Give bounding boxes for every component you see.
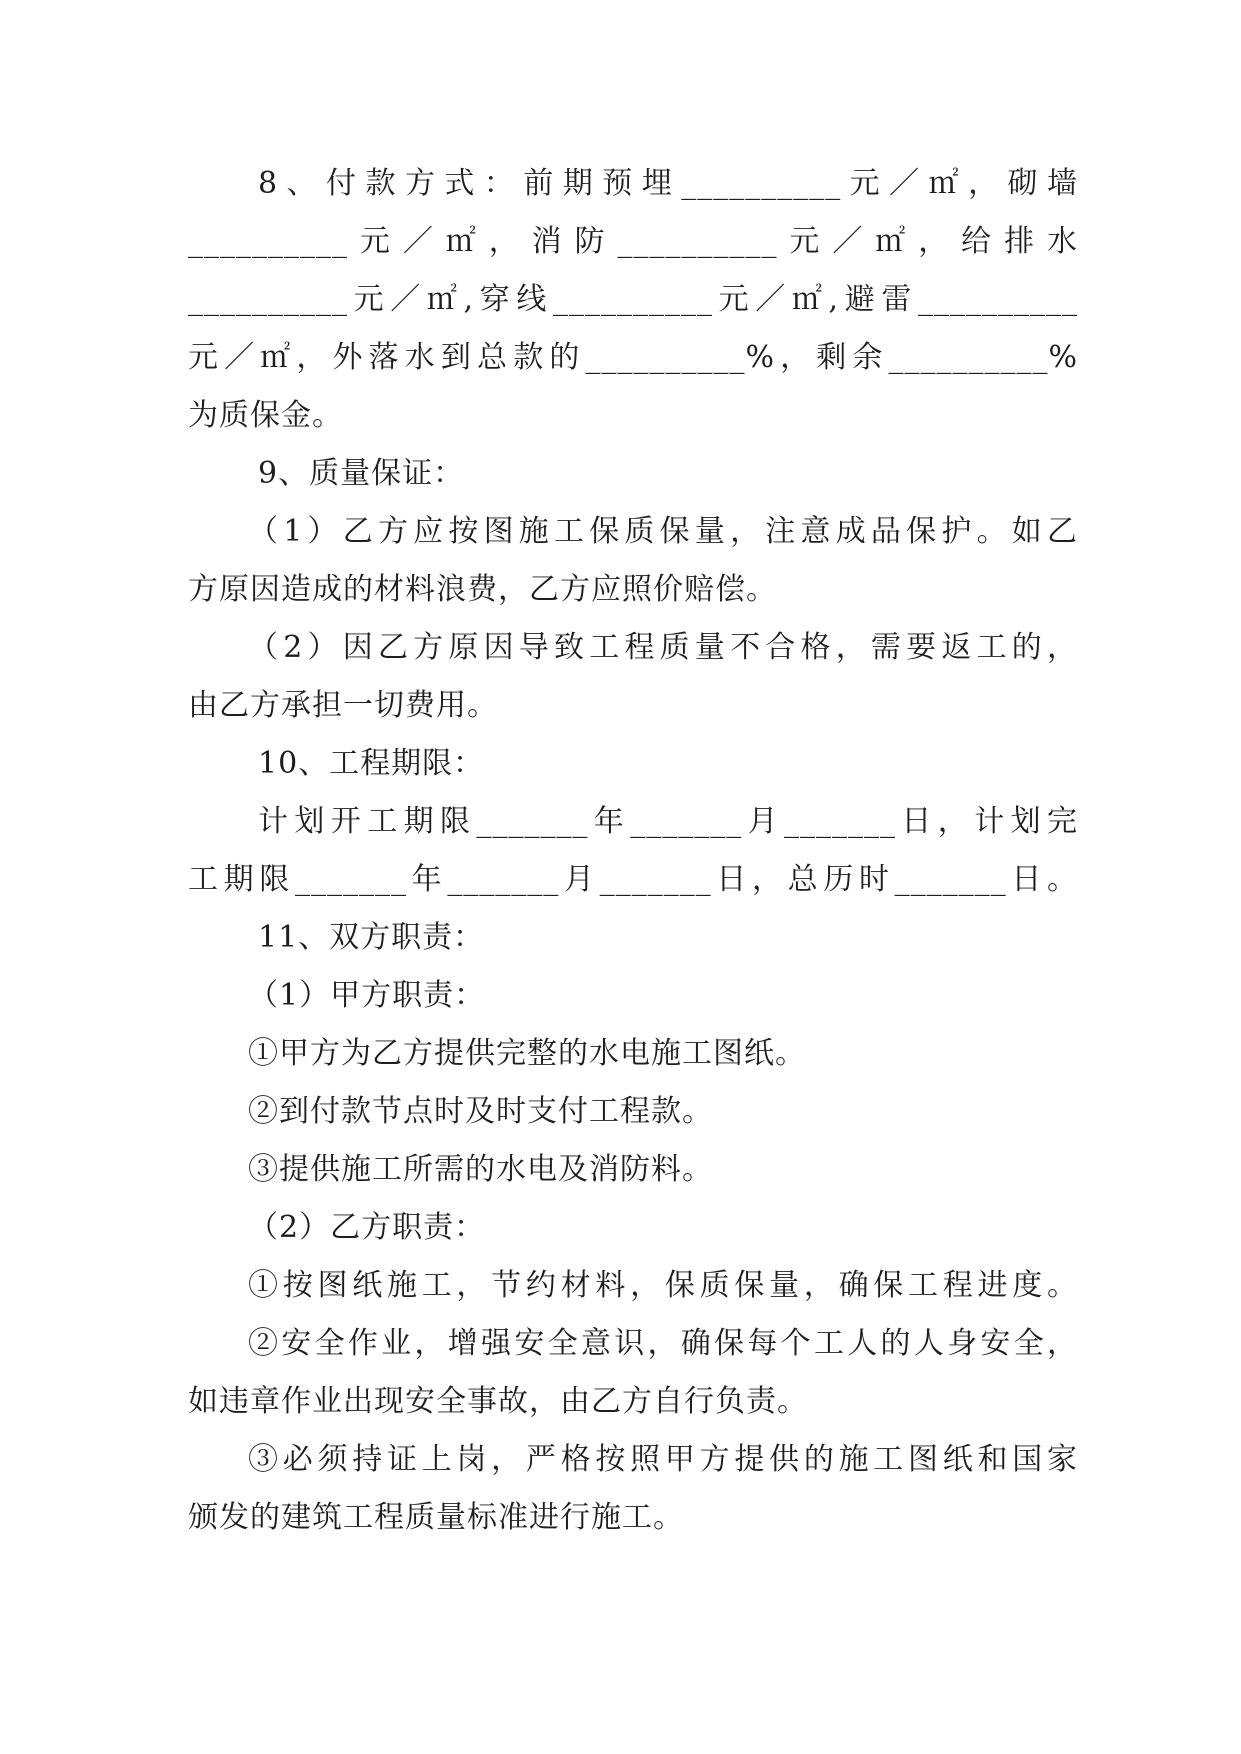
- party-a-heading: （1）甲方职责：: [248, 978, 486, 1013]
- party-b-duty-1: ①按图纸施工，节约材料，保质保量，确保工程进度。: [248, 1268, 1078, 1303]
- project-period-line-1: 计划开工期限_______年_______月_______日，计划完: [258, 804, 1078, 839]
- quality-guarantee-heading: 9、质量保证：: [258, 456, 465, 491]
- party-b-duty-3-line-2: 颁发的建筑工程质量标准进行施工。: [188, 1500, 684, 1535]
- payment-method-line-1: 8、付款方式：前期预埋__________元／㎡，砌墙: [258, 166, 1078, 201]
- quality-item-2-line-2: 由乙方承担一切费用。: [188, 688, 498, 723]
- party-b-duty-2-line-2: 如违章作业出现安全事故，由乙方自行负责。: [188, 1384, 808, 1419]
- party-b-heading: （2）乙方职责：: [248, 1210, 486, 1245]
- payment-method-line-5: 为质保金。: [188, 398, 343, 433]
- party-a-duty-3: ③提供施工所需的水电及消防料。: [248, 1152, 713, 1187]
- payment-method-line-3: __________元／㎡,穿线__________元／㎡,避雷__________: [188, 282, 1078, 317]
- quality-item-1-line-1: （1）乙方应按图施工保质保量，注意成品保护。如乙: [248, 514, 1078, 549]
- responsibilities-heading: 11、双方职责：: [258, 920, 485, 955]
- quality-item-1-line-2: 方原因造成的材料浪费，乙方应照价赔偿。: [188, 572, 777, 607]
- project-period-heading: 10、工程期限：: [258, 746, 485, 781]
- party-b-duty-2-line-1: ②安全作业，增强安全意识，确保每个工人的人身安全，: [248, 1326, 1078, 1361]
- payment-method-line-4: 元／㎡，外落水到总款的__________%，剩余__________%: [188, 340, 1078, 375]
- payment-method-line-2: __________元／㎡，消防__________元／㎡，给排水: [188, 224, 1078, 259]
- party-a-duty-2: ②到付款节点时及时支付工程款。: [248, 1094, 713, 1129]
- party-a-duty-1: ①甲方为乙方提供完整的水电施工图纸。: [248, 1036, 806, 1071]
- party-b-duty-3-line-1: ③必须持证上岗，严格按照甲方提供的施工图纸和国家: [248, 1442, 1078, 1477]
- quality-item-2-line-1: （2）因乙方原因导致工程质量不合格，需要返工的，: [248, 630, 1078, 665]
- project-period-line-2: 工期限_______年_______月_______日，总历时_______日。: [188, 862, 1078, 897]
